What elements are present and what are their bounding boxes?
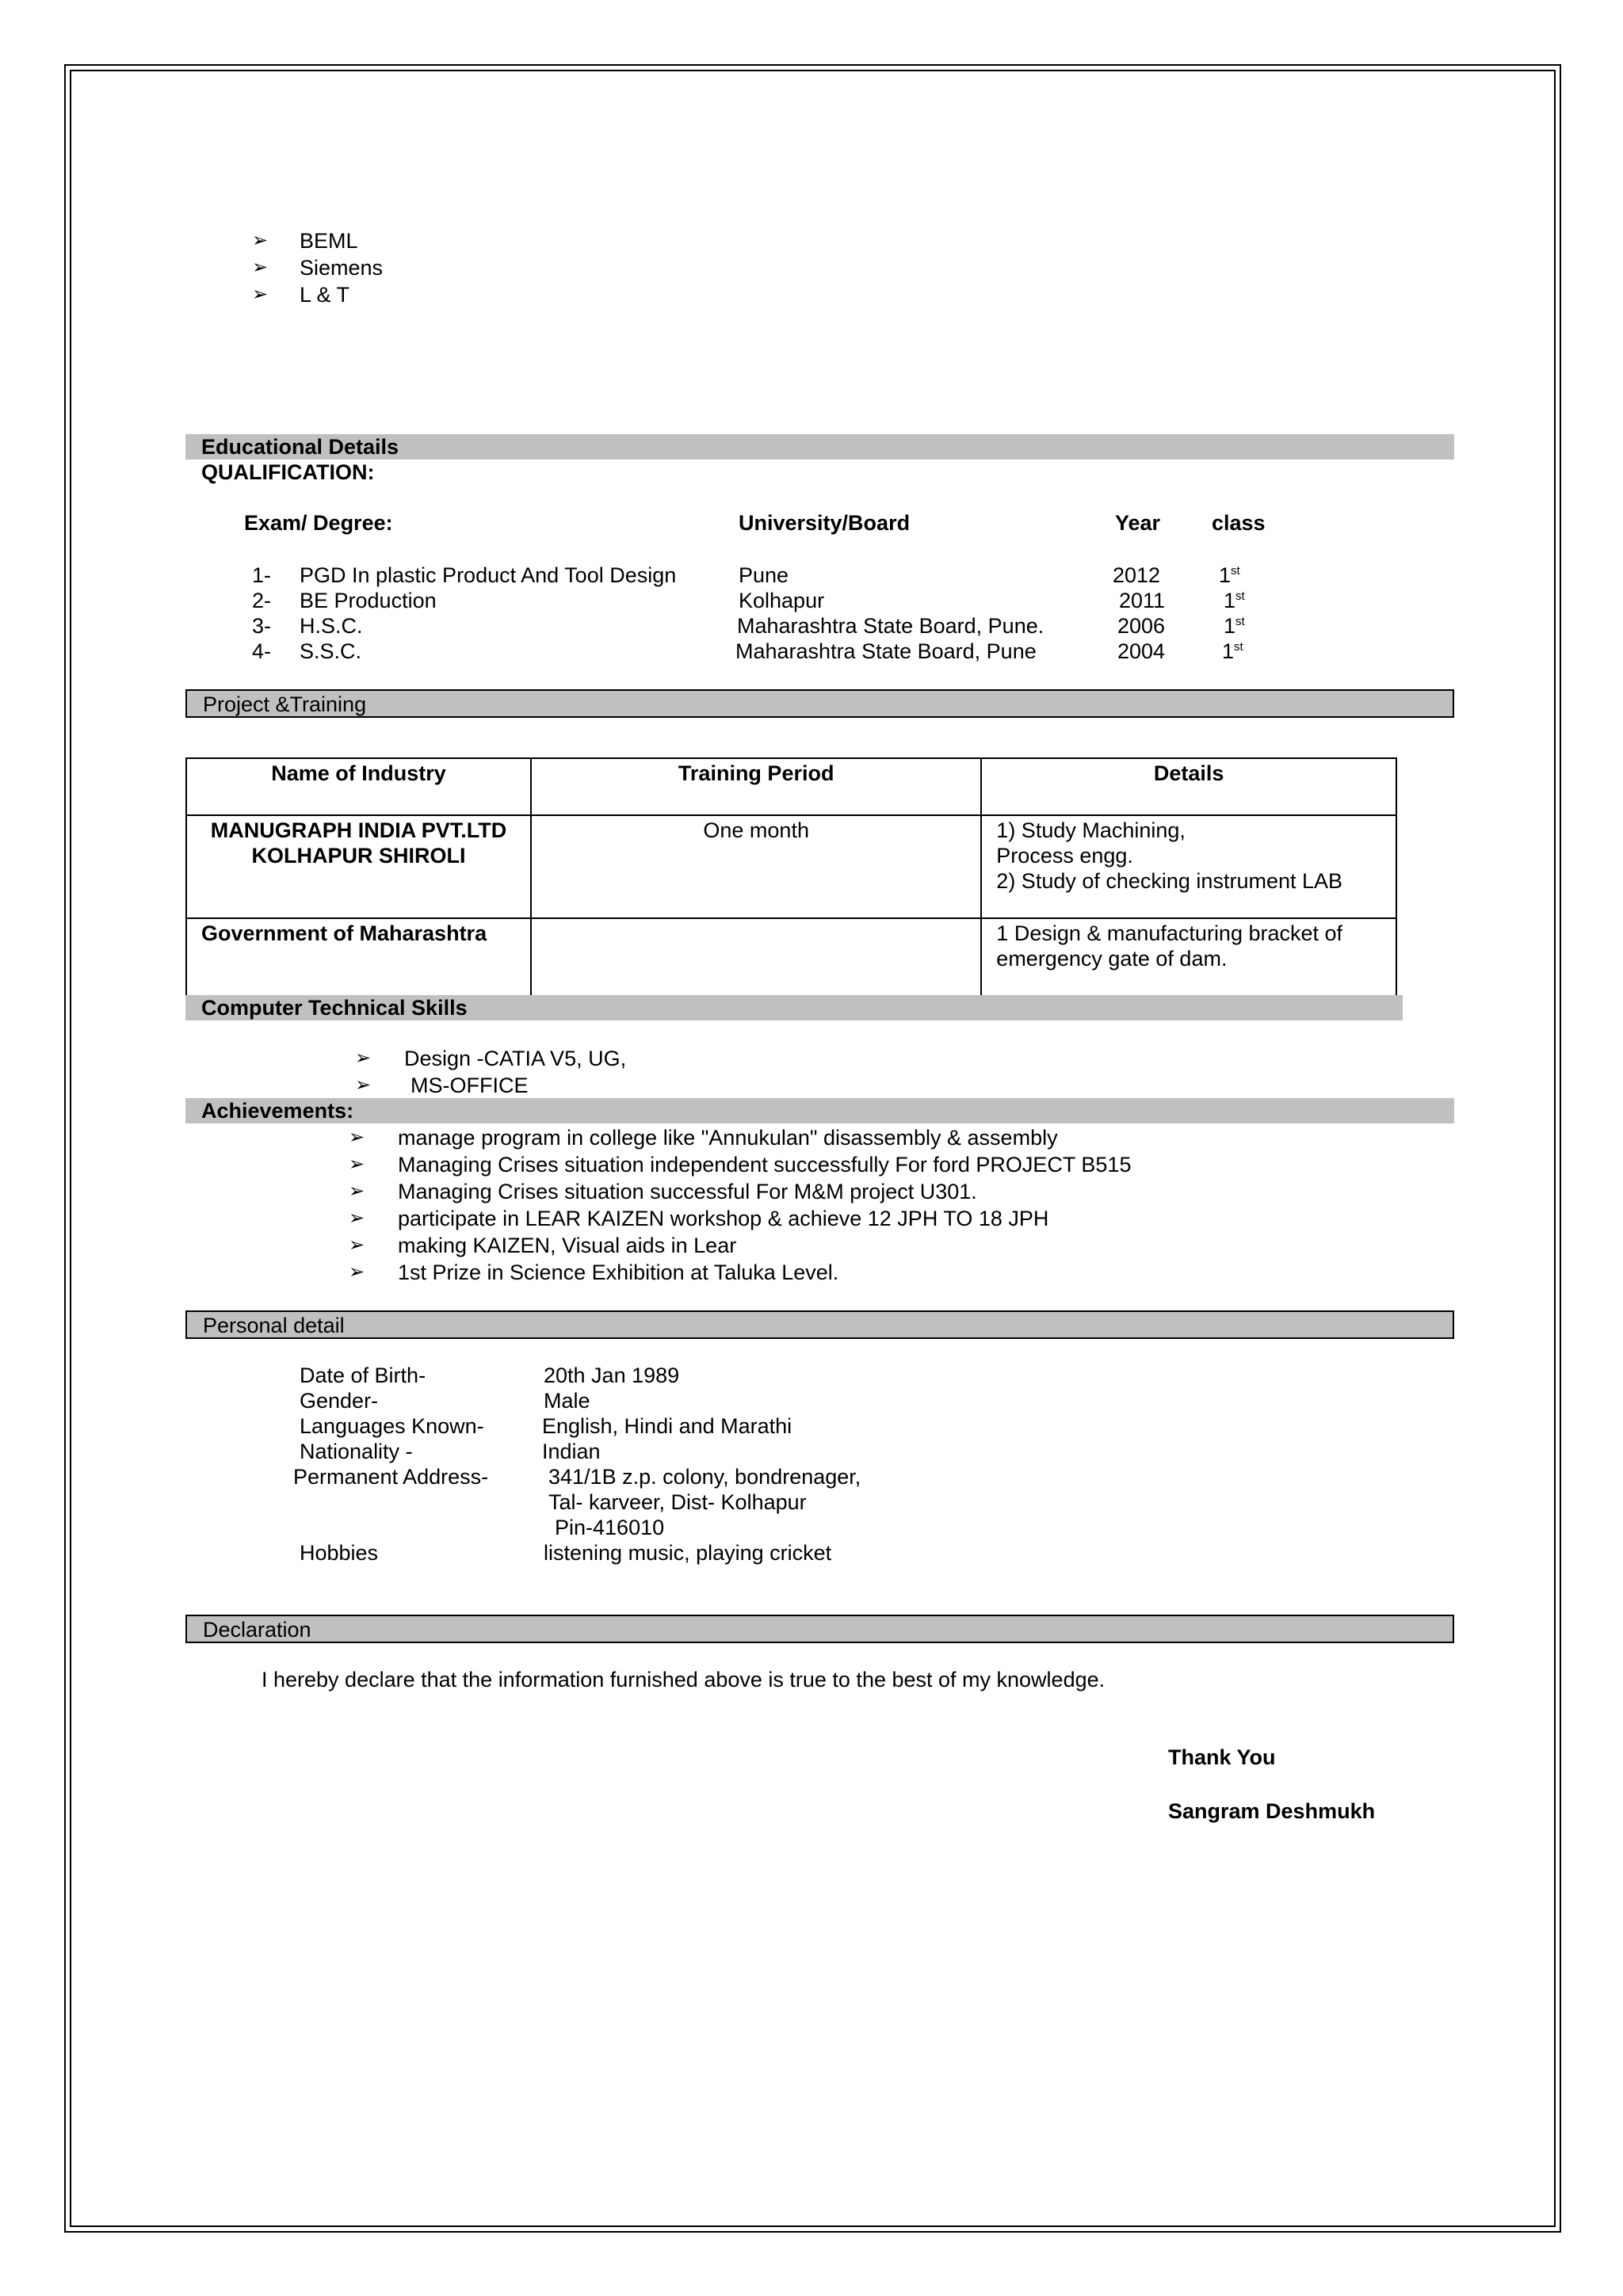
company-item: L & T bbox=[300, 283, 350, 307]
edu-row-year: 2006 bbox=[1117, 614, 1166, 638]
dob-value: 20th Jan 1989 bbox=[544, 1363, 680, 1387]
edu-row-year: 2011 bbox=[1119, 589, 1166, 612]
achievements-section-title: Achievements: bbox=[201, 1099, 354, 1123]
achievements-section-header bbox=[185, 1098, 1454, 1123]
details-line: 1 Design & manufacturing bracket of bbox=[996, 921, 1343, 945]
details-line: 1) Study Machining, bbox=[996, 818, 1186, 842]
header-exam: Exam/ Degree: bbox=[244, 511, 393, 535]
personal-section-header bbox=[185, 1310, 1454, 1339]
edu-row-number: 3- bbox=[252, 614, 272, 638]
skill-item: Design -CATIA V5, UG, bbox=[404, 1047, 627, 1070]
edu-row-number: 1- bbox=[252, 563, 272, 587]
achievement-item: making KAIZEN, Visual aids in Lear bbox=[398, 1234, 737, 1257]
education-section-title: Educational Details bbox=[201, 435, 399, 459]
address-line: 341/1B z.p. colony, bondrenager, bbox=[548, 1465, 861, 1489]
cell-industry bbox=[186, 918, 531, 996]
qualification-subtitle: QUALIFICATION: bbox=[201, 460, 375, 484]
company-item: Siemens bbox=[300, 256, 384, 280]
skills-section-title: Computer Technical Skills bbox=[201, 996, 468, 1020]
edu-row-class: 1st bbox=[1224, 589, 1245, 612]
nationality-value: Indian bbox=[542, 1440, 601, 1463]
edu-row-exam: H.S.C. bbox=[300, 614, 363, 638]
header-university: University/Board bbox=[739, 511, 911, 535]
personal-section-title: Personal detail bbox=[203, 1314, 345, 1337]
languages-label: Languages Known- bbox=[300, 1414, 484, 1438]
edu-row-university: Kolhapur bbox=[739, 589, 825, 612]
cell-details bbox=[981, 815, 1396, 918]
bullet-arrow-icon: ➢ bbox=[349, 1234, 365, 1256]
table-row bbox=[186, 918, 1396, 996]
header-class: class bbox=[1212, 511, 1266, 535]
edu-row-exam: PGD In plastic Product And Tool Design bbox=[300, 563, 677, 587]
table-header-row bbox=[186, 758, 1396, 815]
nationality-label: Nationality - bbox=[300, 1440, 413, 1463]
gender-value: Male bbox=[544, 1389, 590, 1413]
cell-period bbox=[531, 918, 981, 996]
edu-row-year: 2004 bbox=[1117, 639, 1166, 663]
training-table bbox=[185, 757, 1397, 997]
bullet-arrow-icon: ➢ bbox=[349, 1154, 365, 1175]
hobbies-value: listening music, playing cricket bbox=[544, 1541, 832, 1565]
education-section-header bbox=[185, 434, 1454, 460]
bullet-arrow-icon: ➢ bbox=[252, 284, 269, 305]
edu-row-exam: BE Production bbox=[300, 589, 437, 612]
table-row bbox=[186, 815, 1396, 918]
col-header-industry: Name of Industry bbox=[186, 758, 531, 815]
edu-row-university: Maharashtra State Board, Pune. bbox=[737, 614, 1044, 638]
hobbies-label: Hobbies bbox=[300, 1541, 379, 1565]
address-line: Tal- karveer, Dist- Kolhapur bbox=[548, 1490, 807, 1514]
details-line: emergency gate of dam. bbox=[996, 947, 1228, 971]
edu-row-university: Pune bbox=[739, 563, 789, 587]
edu-row-number: 2- bbox=[252, 589, 272, 612]
edu-row-class: 1st bbox=[1224, 614, 1245, 638]
bullet-arrow-icon: ➢ bbox=[252, 257, 269, 278]
skills-section-header bbox=[185, 995, 1403, 1020]
col-header-details: Details bbox=[981, 758, 1396, 815]
signature-name: Sangram Deshmukh bbox=[1168, 1799, 1376, 1823]
cell-details bbox=[981, 918, 1396, 996]
edu-row-class: 1st bbox=[1219, 563, 1240, 587]
industry-location: KOLHAPUR SHIROLI bbox=[251, 844, 466, 868]
achievement-item: 1st Prize in Science Exhibition at Taluka Level. bbox=[398, 1261, 839, 1284]
declaration-section-title: Declaration bbox=[203, 1618, 311, 1642]
edu-row-year: 2012 bbox=[1113, 563, 1161, 587]
details-line: Process engg. bbox=[996, 844, 1133, 868]
col-header-period: Training Period bbox=[531, 758, 981, 815]
dob-label: Date of Birth- bbox=[300, 1363, 426, 1387]
address-label: Permanent Address- bbox=[293, 1465, 489, 1489]
declaration-section-header bbox=[185, 1615, 1454, 1643]
project-section-title: Project &Training bbox=[203, 692, 367, 716]
achievement-item: participate in LEAR KAIZEN workshop & achieve 12 JPH TO 18 JPH bbox=[398, 1207, 1049, 1230]
details-line: 2) Study of checking instrument LAB bbox=[996, 869, 1343, 893]
edu-row-class: 1st bbox=[1222, 639, 1243, 663]
achievement-item: manage program in college like "Annukulan" disassembly & assembly bbox=[398, 1126, 1058, 1150]
languages-value: English, Hindi and Marathi bbox=[542, 1414, 792, 1438]
bullet-arrow-icon: ➢ bbox=[355, 1047, 372, 1069]
header-year: Year bbox=[1115, 511, 1161, 535]
achievement-item: Managing Crises situation successful For M&M project U301. bbox=[398, 1180, 977, 1203]
achievement-item: Managing Crises situation independent successfully For ford PROJECT B515 bbox=[398, 1153, 1132, 1177]
skill-item: MS-OFFICE bbox=[411, 1074, 529, 1097]
bullet-arrow-icon: ➢ bbox=[349, 1207, 365, 1229]
edu-row-university: Maharashtra State Board, Pune bbox=[735, 639, 1037, 663]
edu-row-number: 4- bbox=[252, 639, 272, 663]
project-section-header bbox=[185, 689, 1454, 718]
address-line: Pin-416010 bbox=[555, 1516, 665, 1539]
edu-row-exam: S.S.C. bbox=[300, 639, 362, 663]
cell-period: One month bbox=[531, 815, 981, 918]
industry-name: MANUGRAPH INDIA PVT.LTD bbox=[210, 818, 507, 842]
bullet-arrow-icon: ➢ bbox=[349, 1127, 365, 1148]
declaration-text: I hereby declare that the information furnished above is true to the best of my knowledge. bbox=[262, 1668, 1106, 1691]
bullet-arrow-icon: ➢ bbox=[252, 230, 269, 251]
bullet-arrow-icon: ➢ bbox=[355, 1074, 372, 1096]
industry-name: Government of Maharashtra bbox=[201, 921, 487, 945]
thanks-text: Thank You bbox=[1168, 1745, 1276, 1769]
company-item: BEML bbox=[300, 229, 358, 253]
bullet-arrow-icon: ➢ bbox=[349, 1261, 365, 1283]
gender-label: Gender- bbox=[300, 1389, 379, 1413]
bullet-arrow-icon: ➢ bbox=[349, 1180, 365, 1202]
cell-industry bbox=[186, 815, 531, 918]
